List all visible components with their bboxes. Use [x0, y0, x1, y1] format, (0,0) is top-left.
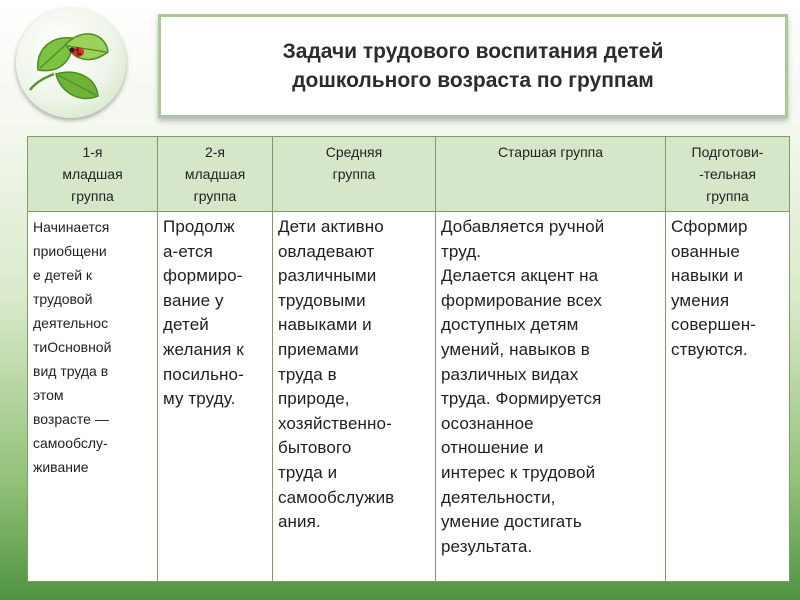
title-line-2: дошкольного возраста по группам	[292, 69, 654, 92]
groups-table	[27, 136, 790, 582]
header-junior-2: 2-я младшая группа	[158, 137, 273, 212]
cell-middle: Дети активно овладевают различными трудовыми навыками и приемами труда в природе, хозяйственно- бытового труда и самообслужив ания.	[273, 212, 436, 582]
page-title	[283, 37, 664, 95]
header-junior-1: 1-я младшая группа	[28, 137, 158, 212]
cell-junior-1: Начинается приобщени е детей к трудовой деятельнос тиОсновной вид труда в этом возрасте — самообслу- живание	[28, 212, 158, 582]
content-row	[28, 212, 790, 582]
logo	[16, 8, 126, 118]
title-box	[158, 14, 788, 118]
leaf-ladybug-icon	[16, 8, 126, 118]
header-middle: Средняя группа	[273, 137, 436, 212]
header-preparatory: Подготови- -тельная группа	[666, 137, 790, 212]
header-row	[28, 137, 790, 212]
header-senior: Старшая группа	[436, 137, 666, 212]
cell-preparatory: Сформир ованные навыки и умения совершен- ствуются.	[666, 212, 790, 582]
title-line-1: Задачи трудового воспитания детей	[282, 40, 664, 63]
cell-junior-2: Продолж а-ется формиро- вание у детей желания к посильно- му труду.	[158, 212, 273, 582]
cell-senior: Добавляется ручной труд. Делается акцент на формирование всех доступных детям умений, навыков в различных видах труда. Формируется осознанное отношение и интерес к трудовой деятельности, умение достигать результата.	[436, 212, 666, 582]
